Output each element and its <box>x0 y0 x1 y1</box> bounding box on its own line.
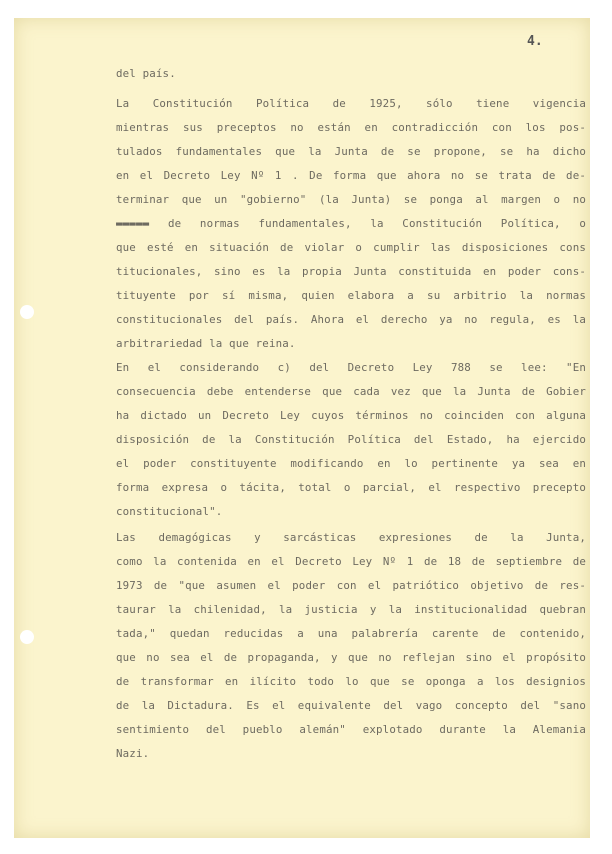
text-line: 1973 de "que asumen el poder con el patriótico objetivo de res- <box>116 579 586 592</box>
text-line: sentimiento del pueblo alemán" explotado durante la Alemania <box>116 723 586 736</box>
text-line: ha dictado un Decreto Ley cuyos términos no coinciden con alguna <box>116 409 586 422</box>
text-line: constitucional". <box>116 505 223 518</box>
text-line: En el considerando c) del Decreto Ley 788 se lee: "En <box>116 361 586 374</box>
text-line: constitucionales del país. Ahora el derecho ya no regula, es la <box>116 313 586 326</box>
text-line: Nazi. <box>116 747 150 760</box>
text-line: que no sea el de propaganda, y que no reflejan sino el propósito <box>116 651 586 664</box>
text-line: arbitrariedad la que reina. <box>116 337 296 350</box>
text-line: que esté en situación de violar o cumplir las disposiciones cons <box>116 241 586 254</box>
text-line: de transformar en ilícito todo lo que se oponga a los designios <box>116 675 586 688</box>
text-line: ▬▬▬▬▬ de normas fundamentales, la Constitución Política, o <box>116 217 586 230</box>
text-line: La Constitución Política de 1925, sólo tiene vigencia <box>116 97 586 110</box>
text-line: tada," quedan reducidas a una palabrería carente de contenido, <box>116 627 586 640</box>
document-page <box>14 18 590 838</box>
text-line: del país. <box>116 67 176 80</box>
text-line: en el Decreto Ley Nº 1 . De forma que ahora no se trata de de- <box>116 169 586 182</box>
page-number: 4. <box>527 34 543 49</box>
text-line: consecuencia debe entenderse que cada vez que la Junta de Gobier <box>116 385 586 398</box>
text-line: terminar que un "gobierno" (la Junta) se ponga al margen o no <box>116 193 586 206</box>
text-line: como la contenida en el Decreto Ley Nº 1 de 18 de septiembre de <box>116 555 586 568</box>
text-line: mientras sus preceptos no están en contradicción con los pos- <box>116 121 586 134</box>
text-line: de la Dictadura. Es el equivalente del vago concepto del "sano <box>116 699 586 712</box>
text-line: forma expresa o tácita, total o parcial, el respectivo precepto <box>116 481 586 494</box>
text-line: tulados fundamentales que la Junta de se propone, se ha dicho <box>116 145 586 158</box>
text-line: el poder constituyente modificando en lo pertinente ya sea en <box>116 457 586 470</box>
punch-hole-top <box>20 305 34 319</box>
text-line: disposición de la Constitución Política del Estado, ha ejercido <box>116 433 586 446</box>
punch-hole-bottom <box>20 630 34 644</box>
text-line: taurar la chilenidad, la justicia y la institucionalidad quebran <box>116 603 586 616</box>
text-line: titucionales, sino es la propia Junta constituida en poder cons- <box>116 265 586 278</box>
text-line: tituyente por sí misma, quien elabora a su arbitrio la normas <box>116 289 586 302</box>
text-line: Las demagógicas y sarcásticas expresiones de la Junta, <box>116 531 586 544</box>
